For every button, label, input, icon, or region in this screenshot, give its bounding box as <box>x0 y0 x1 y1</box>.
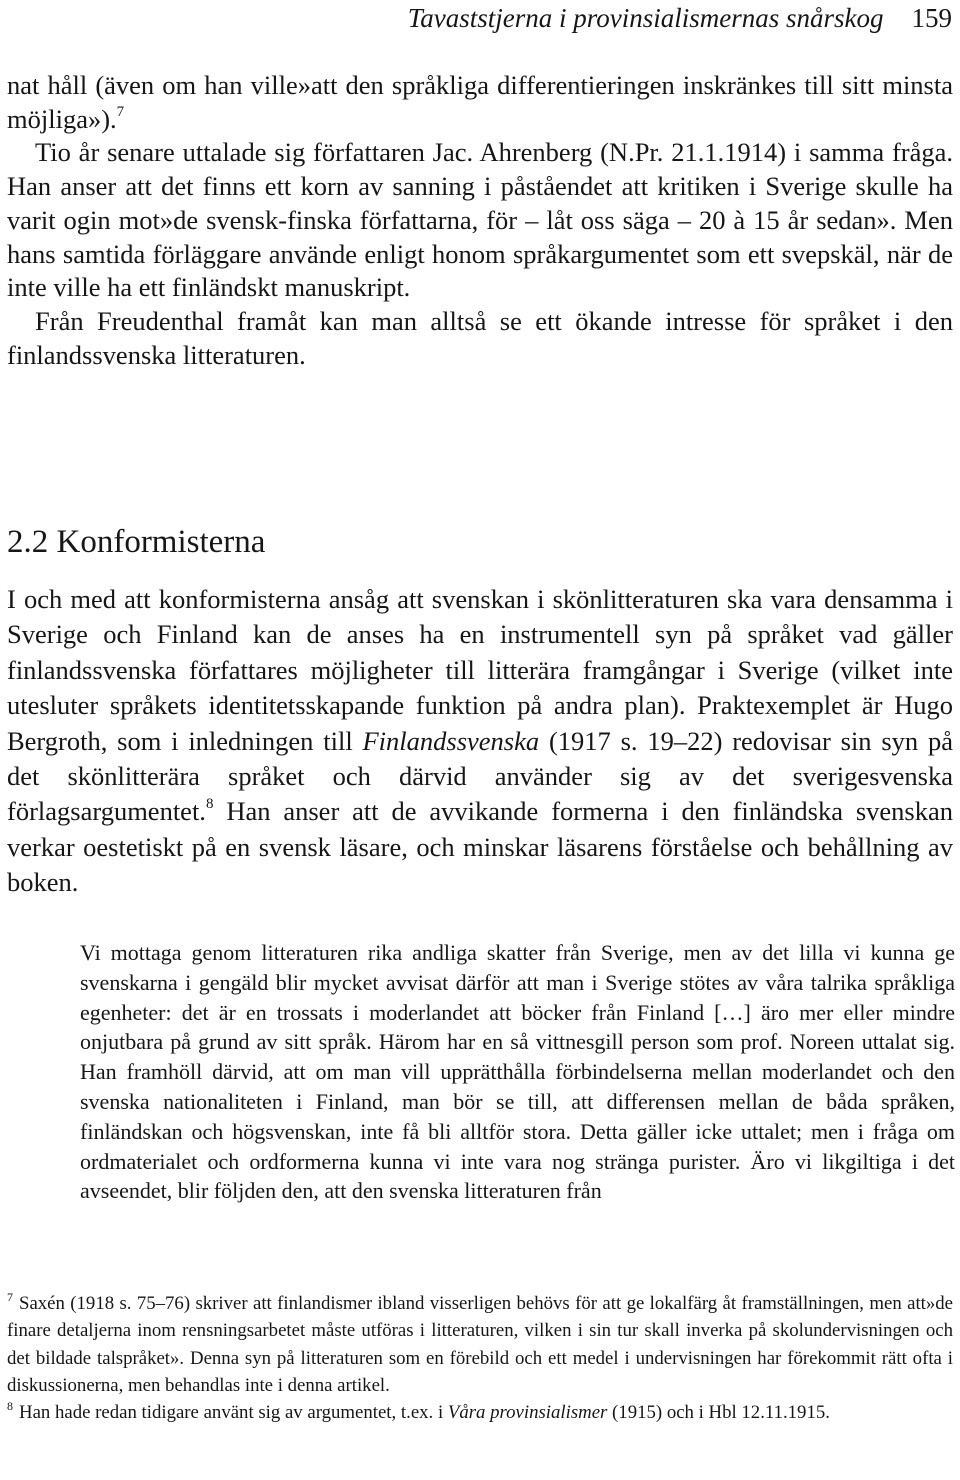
footnote-book-title: Våra provinsialismer <box>447 1402 608 1424</box>
footnote-text: Saxén (1918 s. 75–76) skriver att finlandismer ibland visserligen behövs för att ge lokalfärg åt framställningen, men att»de finare detaljerna inom rensningsarbetet måste utföras i litteraturen, vilken i sin tur skall inverka på skolundervisningen och det bildade talspråket». Denna syn på litteraturen som en förebild och ett medel i undervisningen har förekommit rätt ofta i diskussionerna, men behandlas inte i denna artikel. <box>7 1293 953 1396</box>
paragraph-text-c: Han anser att de avvikande formerna i den finländska svenskan verkar oestetiskt på en svensk läsare, och minskar läsarens förståelse och behållning av boken. <box>7 796 954 898</box>
footnote-mark: 8 <box>7 1399 13 1414</box>
paragraph-text-b: (1917 s. 19–22) redovisar sin syn på det skönlitterära språket och därvid använder sig av det sverigesvenska förlagsargumentet. <box>7 725 953 827</box>
running-head-title: Tavaststjerna i provinsialismernas snårskog <box>407 3 884 33</box>
footnote-7 <box>7 1290 953 1399</box>
section-2-text <box>7 582 953 901</box>
paragraph-text: nat håll (även om han ville»att den språkliga differentieringen inskränkes till sitt minsta möjliga»). <box>7 70 953 134</box>
block-quote: Vi mottaga genom litteraturen rika andliga skatter från Sverige, men av det lilla vi kunna ge svenskarna i gengäld blir mycket avvisat därför att man i Sverige stötes av våra talrika språkliga egenheter: det är en trossats i moderlandet att böcker från Finland […] äro mer eller mindre onjutbara på grund av sitt språk. Härom har en så vittnesgill person som prof. Noreen uttalat sig. Han framhöll därvid, att om man vill upprätthålla förbindelserna mellan moderlandet och den svenska nationaliteten i Finland, man bör se till, att differensen mellan de båda språken, finländskan och högsvenskan, inte få bli alltför stora. Detta gäller icke uttalet; men i fråga om ordmaterialet och ordformerna kunna vi inte vara nog stränga purister. Äro vi likgiltiga i det avseendet, blir följden den, att den svenska litteraturen från <box>80 940 955 1204</box>
footnote-ref-7: 7 <box>116 103 125 120</box>
paragraph-text-a: I och med att konformisterna ansåg att svenskan i skönlitteraturen ska vara densamma i Sverige och Finland kan de anses ha en instrumentell syn på språket vad gäller finlandssvenska författares möjligheter till litterära framgångar i Sverige (vilket inte utesluter språkets identitetsskapande funktion på andra plan). Praktexemplet är Hugo Bergroth, som i inledningen till <box>7 584 953 756</box>
paragraph-konformisterna <box>7 582 953 901</box>
footnote-text-a: Han hade redan tidigare använt sig av argumentet, t.ex. i <box>19 1402 444 1424</box>
footnote-text-b: (1915) och i Hbl 12.11.1915. <box>612 1402 830 1424</box>
page-number: 159 <box>911 3 952 33</box>
book-title: Finlandssvenska <box>362 725 540 756</box>
running-head <box>408 0 952 36</box>
paragraph-continuation <box>7 69 953 136</box>
section-1-text <box>7 69 953 372</box>
section-heading: 2.2 Konformisterna <box>7 524 266 560</box>
footnote-ref-8: 8 <box>205 796 214 813</box>
footnote-8 <box>7 1399 953 1426</box>
paragraph-ahrenberg: Tio år senare uttalade sig författaren Jac. Ahrenberg (N.Pr. 21.1.1914) i samma fråga. Han anser att det finns ett korn av sanning i påståendet att kritiken i Sverige skulle ha varit ogin mot»de svensk-finska författarna, för – låt oss säga – 20 à 15 år sedan». Men hans samtida förläggare använde enligt honom språkargumentet som ett svepskäl, när de inte ville ha ett finländskt manuskript. <box>7 137 953 303</box>
paragraph-freudenthal: Från Freudenthal framåt kan man alltså se ett ökande intresse för språket i den finlandssvenska litteraturen. <box>7 305 953 370</box>
footnotes <box>7 1290 953 1426</box>
footnote-mark: 7 <box>7 1290 13 1304</box>
